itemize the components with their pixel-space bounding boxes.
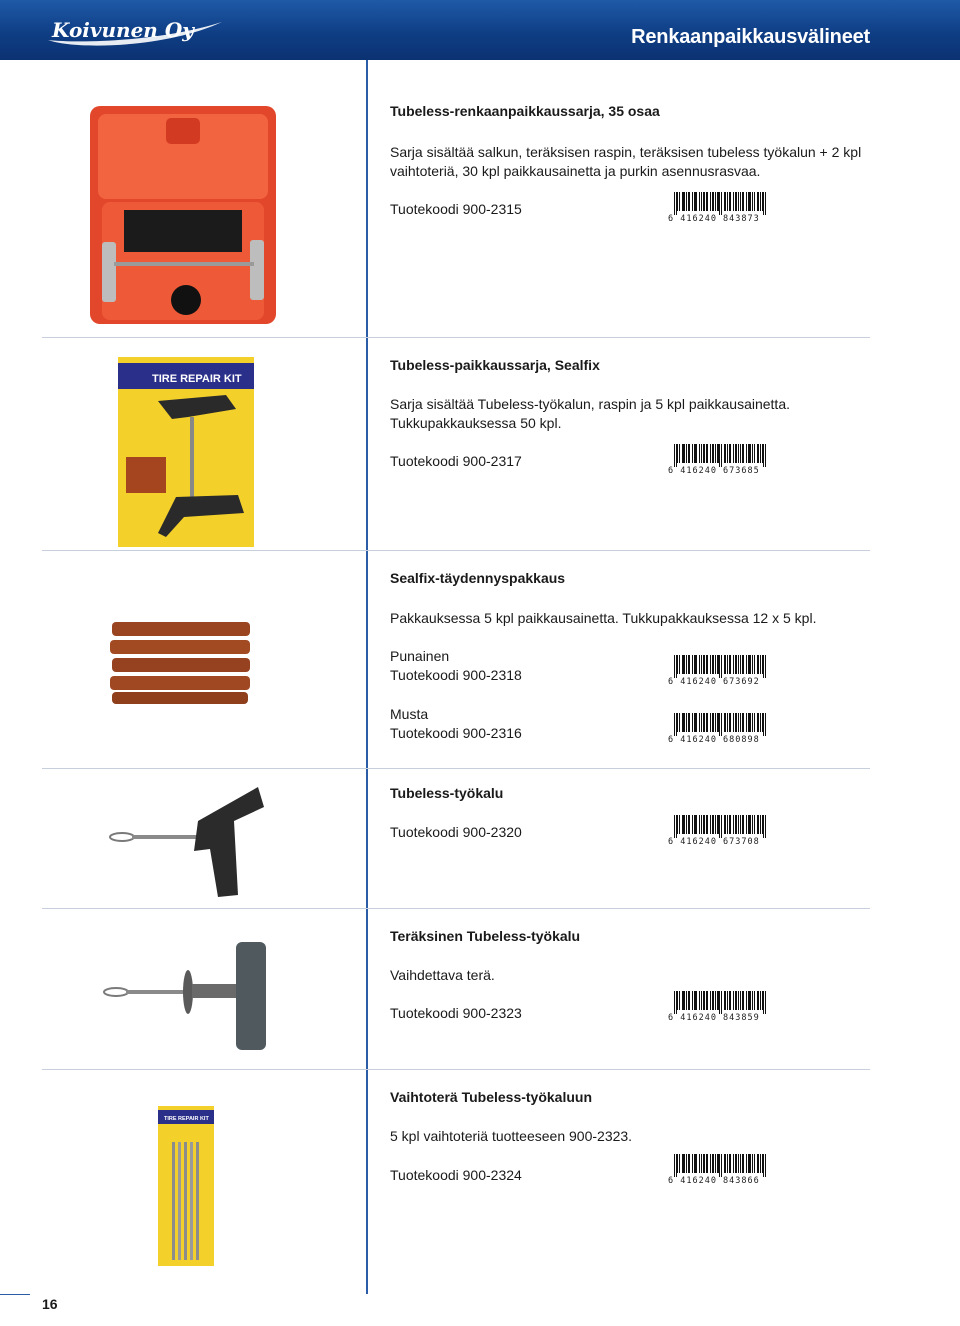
barcode-number: 6 416240 843859 (668, 1013, 760, 1023)
product-code: Tuotekoodi 900-2316 (390, 725, 522, 741)
product-description: 5 kpl vaihtoteriä tuotteeseen 900-2323. (390, 1128, 633, 1144)
product-code: Tuotekoodi 900-2320 (390, 824, 522, 840)
barcode-number: 6 416240 843866 (668, 1176, 760, 1186)
company-logo (46, 10, 224, 50)
package-label: TIRE REPAIR KIT (152, 373, 242, 385)
section-divider (42, 337, 870, 338)
footer-rule (0, 1294, 30, 1295)
vertical-divider (366, 60, 368, 1294)
section-divider (42, 908, 870, 909)
barcode-bars (674, 192, 766, 215)
product-description: Tukkupakkauksessa 50 kpl. (390, 415, 562, 431)
barcode-bars (674, 444, 766, 467)
product-description: vaihtoteriä, 30 kpl paikkausainetta ja purkin asennusrasvaa. (390, 163, 761, 179)
barcode-number: 6 416240 680898 (668, 735, 760, 745)
page-title: Renkaanpaikkausvälineet (631, 26, 870, 48)
product-code: Tuotekoodi 900-2323 (390, 1005, 522, 1021)
product-description: Vaihdettava terä. (390, 967, 495, 983)
product-title: Tubeless-paikkaussarja, Sealfix (390, 357, 600, 373)
section-divider (42, 768, 870, 769)
product-image-tubeless-tool (108, 785, 268, 900)
product-title: Teräksinen Tubeless-työkalu (390, 928, 581, 944)
product-code: Tuotekoodi 900-2324 (390, 1167, 522, 1183)
barcode-bars (674, 991, 766, 1014)
page-header (0, 0, 960, 60)
product-code: Tuotekoodi 900-2318 (390, 667, 522, 683)
product-image-sealfix-kit (118, 357, 254, 547)
barcode-number: 6 416240 673708 (668, 837, 760, 847)
variant-label: Musta (390, 706, 429, 722)
product-code: Tuotekoodi 900-2317 (390, 453, 522, 469)
barcode (668, 444, 768, 480)
barcode-bars (674, 815, 766, 838)
section-divider (42, 1069, 870, 1070)
page-number: 16 (42, 1296, 58, 1312)
barcode (668, 991, 768, 1027)
package-label: TIRE REPAIR KIT (164, 1116, 209, 1122)
product-description: Pakkauksessa 5 kpl paikkausainetta. Tukkupakkauksessa 12 x 5 kpl. (390, 610, 817, 626)
barcode (668, 713, 768, 749)
product-title: Tubeless-renkaanpaikkaussarja, 35 osaa (390, 103, 660, 119)
logo-text: Koivunen Oy (52, 18, 194, 42)
barcode-number: 6 416240 843873 (668, 214, 760, 224)
variant-label: Punainen (390, 648, 450, 664)
section-divider (42, 550, 870, 551)
barcode (668, 192, 768, 228)
product-description: Sarja sisältää salkun, teräksisen raspin, teräksisen tubeless työkalun + 2 kpl (390, 144, 862, 160)
barcode (668, 655, 768, 691)
barcode (668, 1154, 768, 1190)
product-title: Vaihtoterä Tubeless-työkaluun (390, 1089, 593, 1105)
product-code: Tuotekoodi 900-2315 (390, 201, 522, 217)
product-title: Sealfix-täydennyspakkaus (390, 570, 566, 586)
barcode-bars (674, 713, 766, 736)
barcode (668, 815, 768, 851)
barcode-number: 6 416240 673685 (668, 466, 760, 476)
product-title: Tubeless-työkalu (390, 785, 504, 801)
product-image-repair-case (88, 104, 278, 326)
product-description: Sarja sisältää Tubeless-työkalun, raspin ja 5 kpl paikkausainetta. (390, 396, 790, 412)
product-image-replacement-blades (158, 1106, 214, 1266)
barcode-bars (674, 1154, 766, 1177)
barcode-bars (674, 655, 766, 678)
barcode-number: 6 416240 673692 (668, 677, 760, 687)
product-image-repair-strips (108, 620, 254, 706)
product-image-steel-tool (100, 940, 272, 1052)
